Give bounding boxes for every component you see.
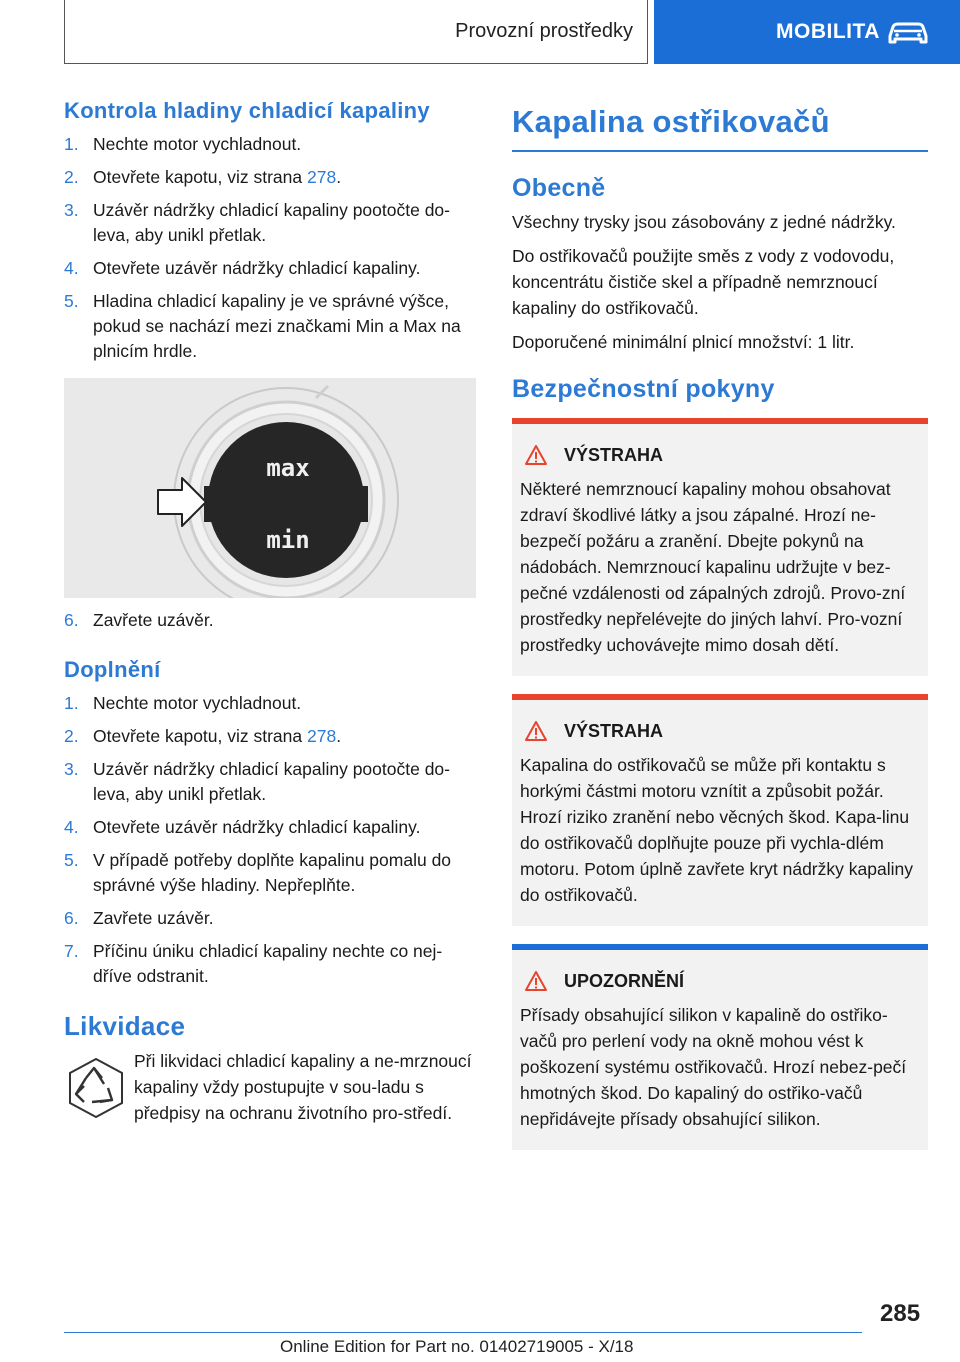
footer-edition: Online Edition for Part no. 01402719005 - X/18 — [280, 1337, 634, 1356]
page-link[interactable]: 278 — [307, 167, 337, 187]
warning-text: Některé nemrznoucí kapaliny mohou obsahovat zdraví škodlivé látky a jsou zápalné. Hrozí ne-bezpečí požáru a zranění. Dbejte pokynů na nádobách. Nemrznoucí kapalinu udržujte v bez-pečné vzdálenosti od zápalných zdrojů. Provo-zní prostředky nepřelévejte do jiných lahví. Pro-vozní prostředky uchovávejte mimo dosah dětí. — [520, 479, 906, 655]
list-item: 6. Zavřete uzávěr. — [64, 610, 214, 630]
recycle-icon — [64, 1056, 128, 1120]
list-item: 1. Nechte motor vychladnout. — [64, 134, 302, 154]
warning-icon — [524, 970, 548, 992]
notice-box — [512, 944, 928, 1150]
list-item: 7. Příčinu úniku chladicí kapaliny nechte co nej-dříve odstranit. — [64, 941, 443, 986]
disposal-block — [64, 1048, 476, 1126]
header-chapter-title: MOBILITA — [776, 20, 880, 43]
check-title: Kontrola hladiny chladicí kapaliny — [64, 98, 430, 123]
general-p2: Do ostřikovačů použijte směs z vody z vodovodu, koncentrátu čističe skel a případně nemrznoucí kapaliny do ostřikovačů. — [512, 246, 895, 318]
disposal-text: Při likvidaci chladicí kapaliny a ne-mrznoucí kapaliny vždy postupujte v sou-ladu s předpisy na ochranu životního pro-středí. — [134, 1051, 472, 1123]
page-link[interactable]: 278 — [307, 726, 337, 746]
warning-box-1 — [512, 418, 928, 676]
header-section-title: Provozní prostředky — [455, 20, 633, 42]
coolant-cap-illustration — [64, 378, 476, 598]
warning-text: Kapalina do ostřikovačů se může při kontaktu s horkými částmi motoru vznítit a způsobit požár. Hrozí riziko zranění nebo věcných škod. Kapa-linu do ostřikovačů doplňujte pouze při vychla-dlém motoru. Potom úplně zavřete kryt nádržky kapaliny do ostřikovačů. — [520, 755, 913, 905]
general-title: Obecně — [512, 174, 606, 202]
car-icon — [886, 18, 930, 46]
check-steps — [64, 132, 476, 364]
min-mark: min — [266, 526, 310, 554]
footer-divider — [64, 1332, 862, 1333]
washer-fluid-title: Kapalina ostřikovačů — [512, 104, 928, 152]
general-p3: Doporučené minimální plnicí množství: 1 litr. — [512, 332, 855, 352]
list-item: 3. Uzávěr nádržky chladicí kapaliny pootočte do-leva, aby unikl přetlak. — [64, 200, 450, 245]
list-item: 2. Otevřete kapotu, viz strana 278. — [64, 167, 342, 187]
page-number: 285 — [880, 1300, 921, 1327]
list-item: 5. V případě potřeby doplňte kapalinu pomalu do správné výše hladiny. Nepřeplňte. — [64, 850, 452, 895]
warning-title: VÝSTRAHA — [520, 444, 920, 466]
general-p1: Všechny trysky jsou zásobovány z jedné nádržky. — [512, 212, 896, 232]
disposal-title: Likvidace — [64, 1011, 186, 1041]
refill-title: Doplnění — [64, 657, 161, 682]
warning-box-2 — [512, 694, 928, 926]
right-column — [512, 104, 928, 1150]
list-item: 6. Zavřete uzávěr. — [64, 908, 214, 928]
warning-title: VÝSTRAHA — [520, 720, 920, 742]
check-step-6 — [64, 608, 476, 633]
coolant-cap-figure — [64, 378, 476, 598]
list-item: 4. Otevřete uzávěr nádržky chladicí kapaliny. — [64, 817, 421, 837]
list-item: 3. Uzávěr nádržky chladicí kapaliny pootočte do-leva, aby unikl přetlak. — [64, 759, 450, 804]
list-item: 1. Nechte motor vychladnout. — [64, 693, 302, 713]
list-item: 4. Otevřete uzávěr nádržky chladicí kapaliny. — [64, 258, 421, 278]
header-section-tab — [64, 0, 648, 64]
refill-steps — [64, 691, 476, 989]
notice-text: Přísady obsahující silikon v kapalině do ostřiko-vačů pro perlení vody na okně mohou vést k poškození systému ostřikovačů. Hrozí nebez-pečí hmotných škod. Do kapaliný do ostřiko-vačů nepřidávejte přísady obsahující silikon. — [520, 1005, 907, 1129]
warning-icon — [524, 720, 548, 742]
list-item: 5. Hladina chladicí kapaliny je ve správné výšce, pokud se nachází mezi značkami Min a Max na plnicím hrdle. — [64, 291, 461, 361]
safety-title: Bezpečnostní pokyny — [512, 375, 775, 403]
left-column — [64, 98, 476, 1126]
max-mark: max — [266, 454, 310, 482]
header-chapter-tab — [654, 0, 960, 64]
list-item: 2. Otevřete kapotu, viz strana 278. — [64, 726, 342, 746]
warning-icon — [524, 444, 548, 466]
notice-title: UPOZORNĚNÍ — [520, 970, 920, 992]
